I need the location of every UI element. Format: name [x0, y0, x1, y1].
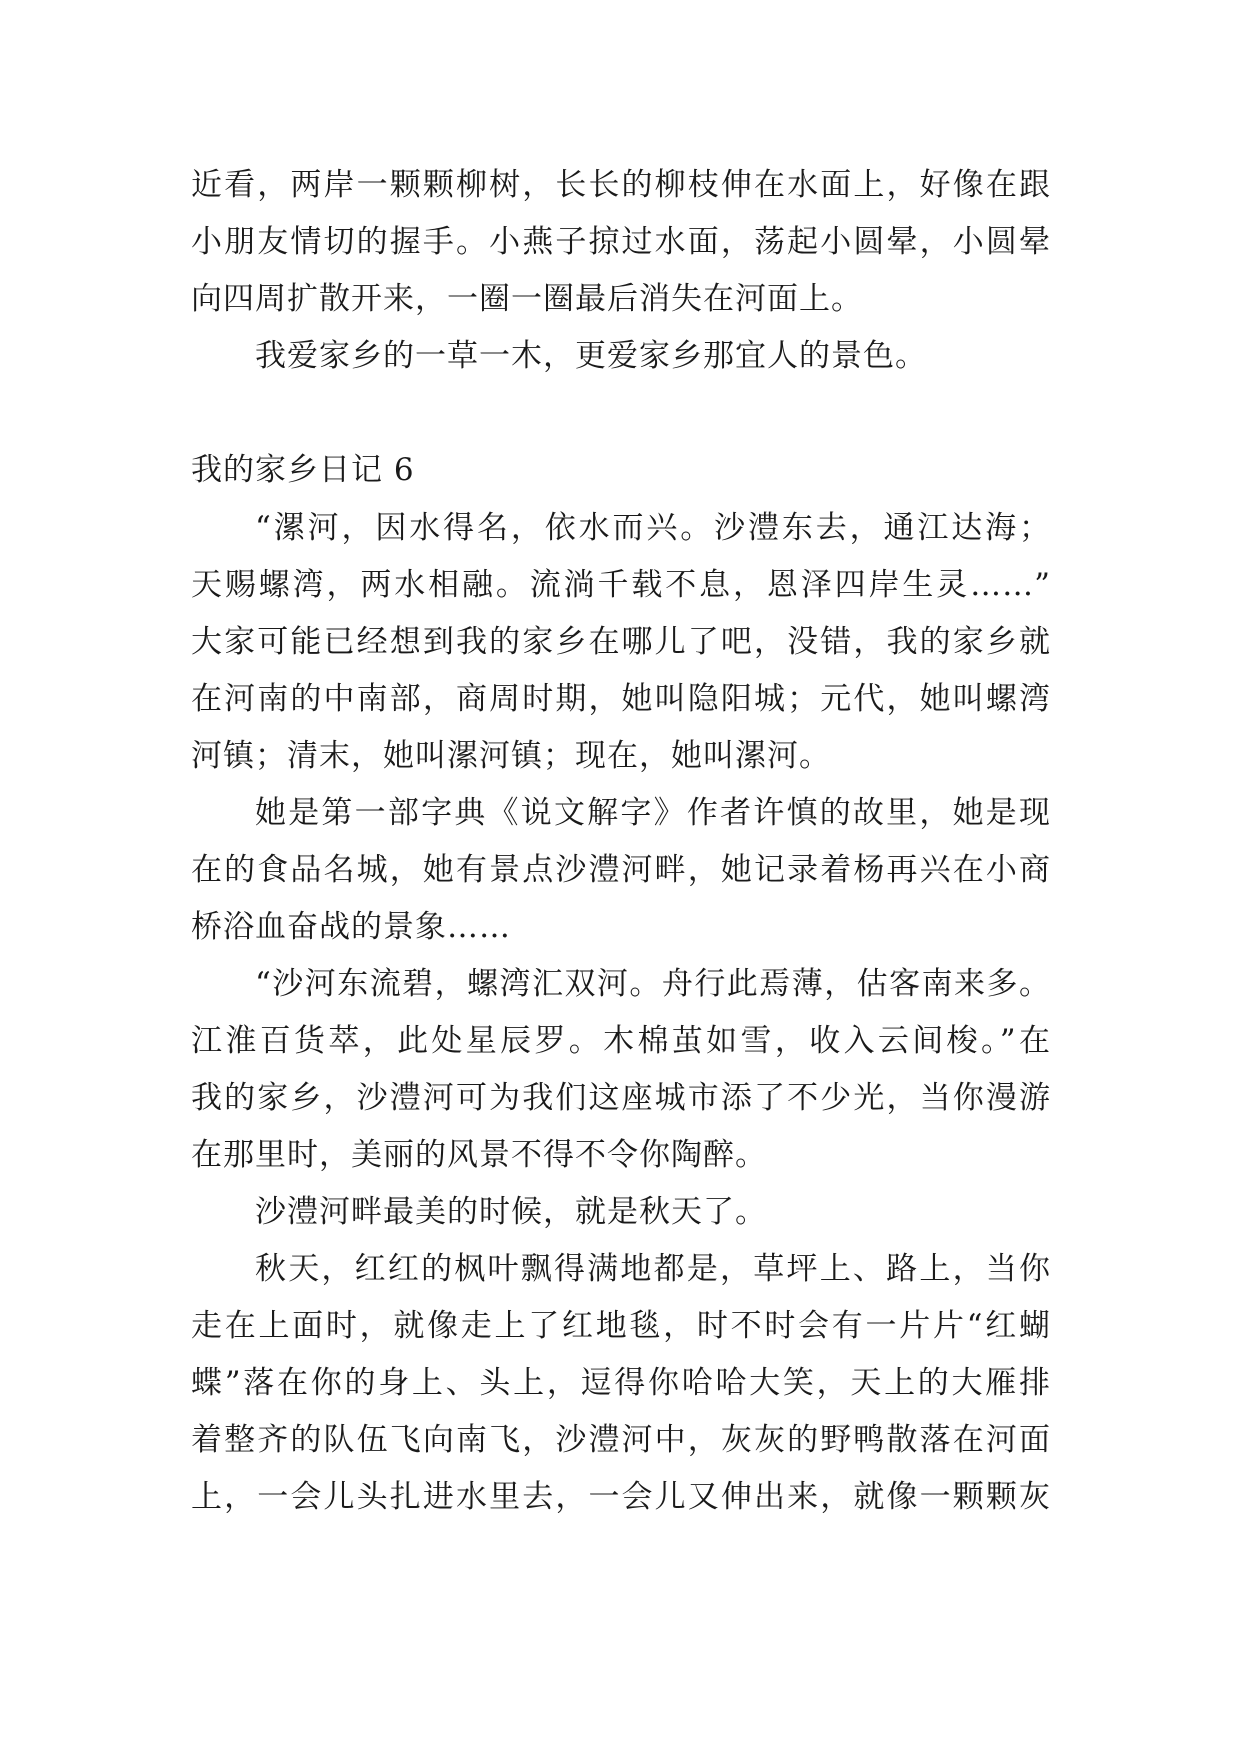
text-line: 在河南的中南部，商周时期，她叫隐阳城；元代，她叫螺湾	[191, 681, 1051, 717]
text-line: 上，一会儿头扎进水里去，一会儿又伸出来，就像一颗颗灰	[191, 1479, 1051, 1515]
text-line: 小朋友情切的握手。小燕子掠过水面，荡起小圆晕，小圆晕	[191, 224, 1051, 260]
text-line: 沙澧河畔最美的时候，就是秋天了。	[255, 1194, 767, 1230]
text-line: 大家可能已经想到我的家乡在哪儿了吧，没错，我的家乡就	[191, 624, 1051, 660]
text-line: 在的食品名城，她有景点沙澧河畔，她记录着杨再兴在小商	[191, 852, 1051, 888]
text-line: 桥浴血奋战的景象……	[191, 909, 511, 945]
text-line: 河镇；清末，她叫漯河镇；现在，她叫漯河。	[191, 738, 831, 774]
text-line: 江淮百货萃，此处星辰罗。木棉茧如雪，收入云间梭。”在	[191, 1023, 1051, 1059]
text-line: 天赐螺湾，两水相融。流淌千载不息，恩泽四岸生灵……”	[191, 567, 1051, 603]
text-line: 走在上面时，就像走上了红地毯，时不时会有一片片“红蝴	[191, 1308, 1051, 1344]
text-line: 她是第一部字典《说文解字》作者许慎的故里，她是现	[255, 795, 1051, 831]
text-line: 我的家乡，沙澧河可为我们这座城市添了不少光，当你漫游	[191, 1080, 1051, 1116]
text-line: “漯河，因水得名，依水而兴。沙澧东去，通江达海；	[255, 510, 1051, 546]
text-line: 秋天，红红的枫叶飘得满地都是，草坪上、路上，当你	[255, 1251, 1051, 1287]
text-line: 在那里时，美丽的风景不得不令你陶醉。	[191, 1137, 767, 1173]
text-line: “沙河东流碧，螺湾汇双河。舟行此焉薄，估客南来多。	[255, 966, 1051, 1002]
text-line: 蝶”落在你的身上、头上，逗得你哈哈大笑，天上的大雁排	[191, 1365, 1051, 1401]
text-line: 近看，两岸一颗颗柳树，长长的柳枝伸在水面上，好像在跟	[191, 167, 1051, 203]
section-title: 我的家乡日记 6	[191, 452, 415, 488]
text-line: 我爱家乡的一草一木，更爱家乡那宜人的景色。	[255, 338, 927, 374]
text-line: 着整齐的队伍飞向南飞，沙澧河中，灰灰的野鸭散落在河面	[191, 1422, 1051, 1458]
text-line: 向四周扩散开来，一圈一圈最后消失在河面上。	[191, 281, 863, 317]
